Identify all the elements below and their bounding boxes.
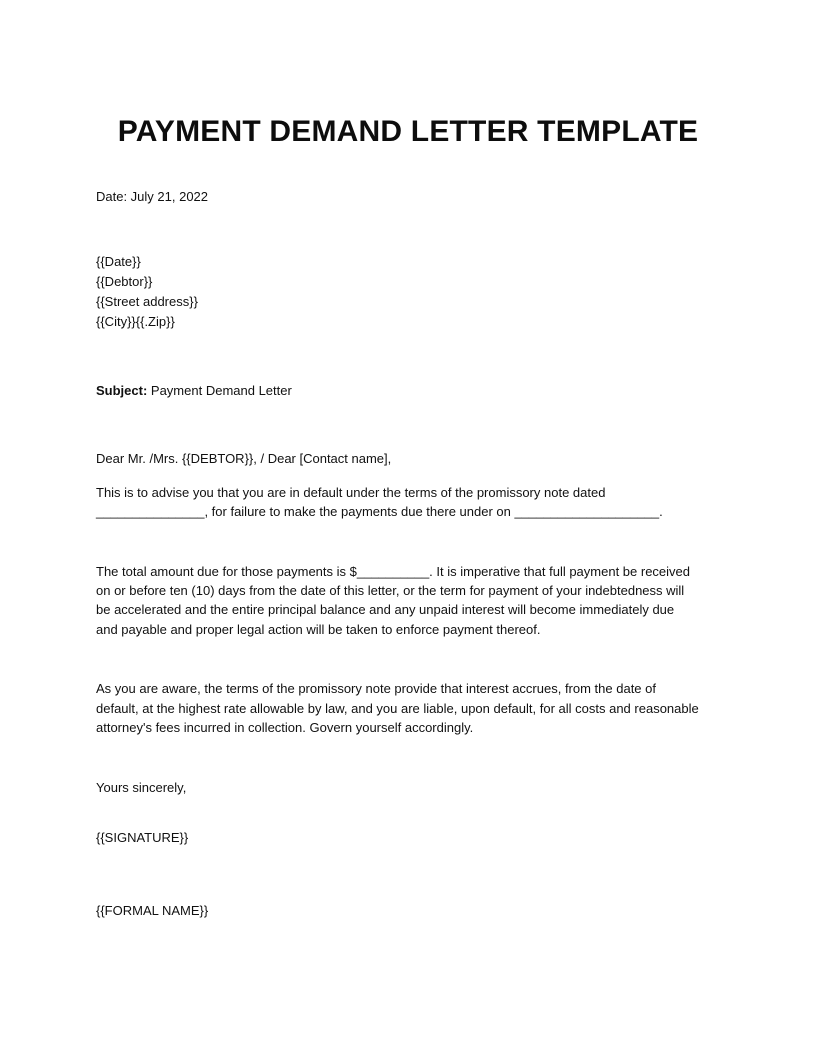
subject-label: Subject: — [96, 383, 148, 398]
paragraph-line: default, at the highest rate allowable by law, and you are liable, upon default, for all costs and reasonable — [96, 701, 699, 716]
paragraph-line: _______________, for failure to make the payments due there under on ____________________. — [96, 504, 663, 519]
closing: Yours sincerely, — [96, 780, 187, 795]
paragraph-line: on or before ten (10) days from the date of this letter, or the term for payment of your indebtedness will — [96, 583, 685, 598]
paragraph-line: and payable and proper legal action will be taken to enforce payment thereof. — [96, 622, 541, 637]
address-line-street: {{Street address}} — [96, 294, 198, 309]
document-title: PAYMENT DEMAND LETTER TEMPLATE — [117, 115, 699, 148]
formal-name-placeholder: {{FORMAL NAME}} — [96, 903, 209, 918]
paragraph-line: The total amount due for those payments is $__________. It is imperative that full payment be received — [96, 564, 691, 579]
paragraph-line: This is to advise you that you are in default under the terms of the promissory note dated — [96, 485, 606, 500]
paragraph-line: attorney's fees incurred in collection. Govern yourself accordingly. — [96, 720, 474, 735]
signature-placeholder: {{SIGNATURE}} — [96, 830, 189, 845]
date-line: Date: July 21, 2022 — [96, 189, 209, 204]
paragraph-line: As you are aware, the terms of the promissory note provide that interest accrues, from the date of — [96, 681, 656, 696]
address-line-city-zip: {{City}}{{.Zip}} — [96, 314, 175, 329]
address-line-date: {{Date}} — [96, 254, 141, 269]
subject-line — [96, 381, 292, 401]
paragraph-line: be accelerated and the entire principal balance and any unpaid interest will become immediately due — [96, 602, 675, 617]
salutation: Dear Mr. /Mrs. {{DEBTOR}}, / Dear [Contact name], — [96, 451, 392, 466]
subject-text: Payment Demand Letter — [147, 383, 292, 398]
address-line-debtor: {{Debtor}} — [96, 274, 153, 289]
